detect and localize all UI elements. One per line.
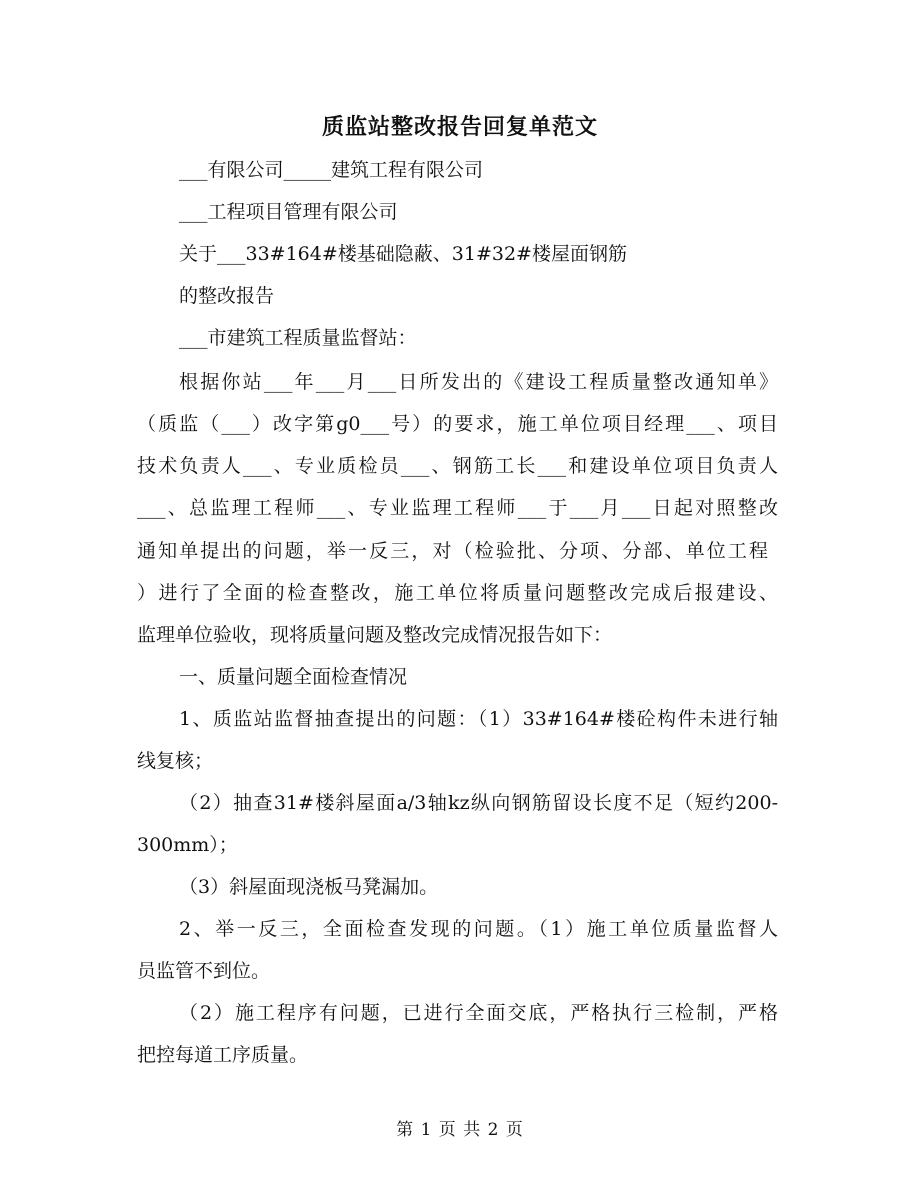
item-1-line-2: 线复核； <box>137 750 214 772</box>
item-2-line-1: 2、举一反三，全面检查发现的问题。（1）施工单位质量监督人 <box>179 918 778 940</box>
body-line-6: ）进行了全面的检查整改，施工单位将质量问题整改完成后报建设、 <box>137 582 778 604</box>
body-line-7: 监理单位验收，现将质量问题及整改完成情况报告如下： <box>137 624 613 646</box>
addressee-line-1: ___有限公司_____建筑工程有限公司 <box>179 159 484 181</box>
body-line-5: 通知单提出的问题，举一反三，对（检验批、分项、分部、单位工程 <box>137 540 768 562</box>
item-1-2-line-2: 300mm）； <box>137 834 238 856</box>
item-2-2-line-1: （2）施工程序有问题，已进行全面交底，严格执行三检制，严格 <box>179 1002 778 1024</box>
item-2-2-line-2: 把控每道工序质量。 <box>137 1044 309 1066</box>
recipient-line: ___市建筑工程质量监督站： <box>179 327 417 349</box>
section-1-heading: 一、质量问题全面检查情况 <box>179 666 408 688</box>
body-line-3: 技术负责人___、专业质检员___、钢筋工长___和建设单位项目负责人 <box>137 455 778 477</box>
subject-line-1: 关于___33#164#楼基础隐蔽、31#32#楼屋面钢筋 <box>179 243 627 265</box>
body-line-1: 根据你站___年___月___日所发出的《建设工程质量整改通知单》 <box>179 371 778 393</box>
document-title: 质监站整改报告回复单范文 <box>321 114 598 140</box>
body-line-4: ___、总监理工程师___、专业监理工程师___于___月___日起对照整改 <box>137 497 778 519</box>
item-1-line-1: 1、质监站监督抽查提出的问题：（1）33#164#楼砼构件未进行轴 <box>179 708 778 730</box>
subject-line-2: 的整改报告 <box>179 285 275 307</box>
item-1-2-line-1: （2）抽查31#楼斜屋面a/3轴kz纵向钢筋留设长度不足（短约200- <box>179 792 778 814</box>
page-number-footer: 第 1 页 共 2 页 <box>396 1120 524 1140</box>
body-line-2: （质监（___）改字第g0___号）的要求，施工单位项目经理___、项目 <box>137 413 778 435</box>
item-1-3-line: （3）斜屋面现浇板马凳漏加。 <box>179 876 439 898</box>
item-2-line-2: 员监管不到位。 <box>137 960 271 982</box>
addressee-line-2: ___工程项目管理有限公司 <box>179 201 398 223</box>
